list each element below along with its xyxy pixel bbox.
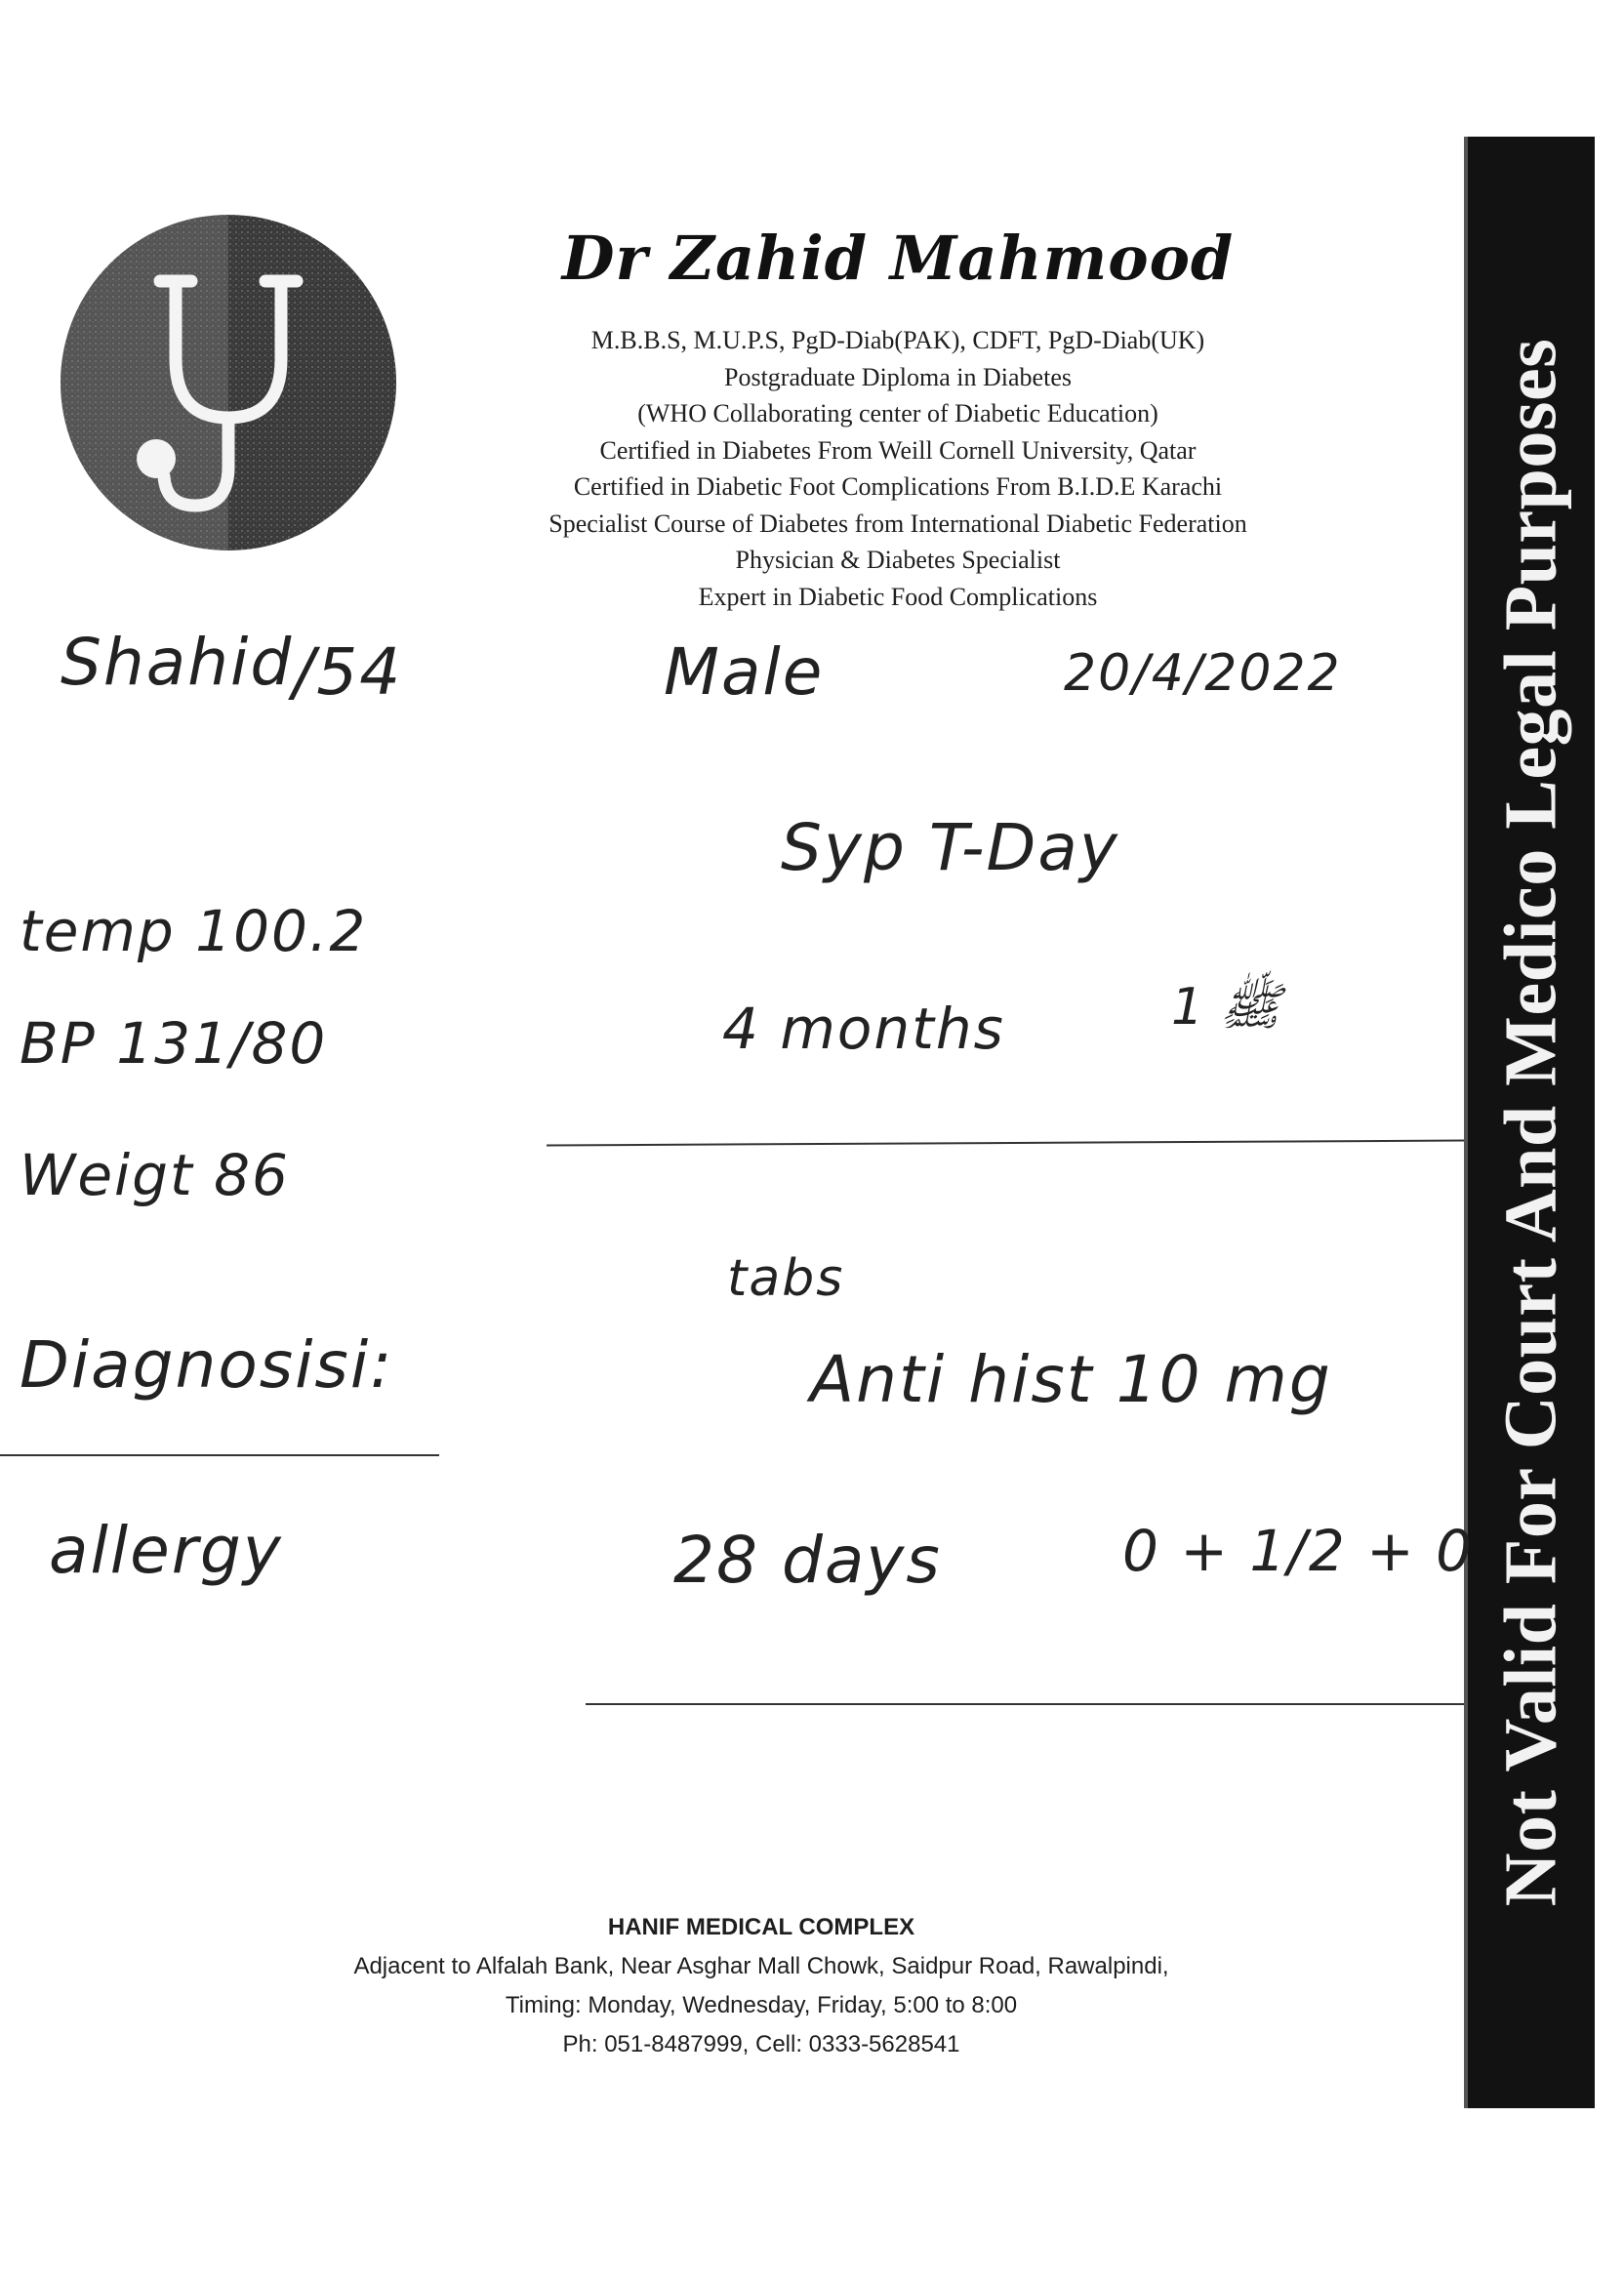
clinic-address: Adjacent to Alfalah Bank, Near Asghar Mall Chowk, Saidpur Road, Rawalpindi, [353,1953,1169,1979]
vital-weight: Weigt 86 [20,1142,290,1208]
prescription-end-divider [586,1703,1464,1705]
vital-temperature: temp 100.2 [20,898,368,964]
vital-blood-pressure: BP 131/80 [20,1010,328,1077]
legal-disclaimer-banner [1464,137,1595,2108]
rx-item1-name: Syp T-Day [781,810,1119,885]
rx-item2-dose: 0 + 1/2 + 0 [1122,1518,1475,1584]
patient-name: Shahid [61,625,294,700]
clinic-timing: Timing: Monday, Wednesday, Friday, 5:00 to 8:00 [505,1992,1018,2018]
rx-item2-duration: 28 days [673,1523,942,1598]
credential-line: Physician & Diabetes Specialist [735,546,1061,574]
clinic-name: HANIF MEDICAL COMPLEX [607,1914,915,1940]
prescription-divider [547,1140,1464,1147]
patient-gender: Male [664,634,825,710]
banner-text: Not Valid For Court And Medico Legal Purposes [1489,338,1572,1907]
diagnosis-value: allergy [49,1513,283,1588]
rx-item1-duration: 4 months [722,996,1005,1062]
visit-date: 20/4/2022 [1064,644,1342,703]
credential-line: Specialist Course of Diabetes from International Diabetic Federation [548,509,1247,538]
doctor-name: Dr Zahid Mahmood [561,223,1235,294]
credential-line: Certified in Diabetic Foot Complications From B.I.D.E Karachi [573,472,1223,501]
clinic-footer [224,1908,1298,2064]
credential-line: Postgraduate Diploma in Diabetes [724,362,1072,391]
credential-line: M.B.B.S, M.U.P.S, PgD-Diab(PAK), CDFT, PgD-Diab(UK) [590,326,1205,354]
clinic-phone: Ph: 051-8487999, Cell: 0333-5628541 [562,2031,960,2057]
credential-line: Expert in Diabetic Food Complications [698,582,1098,611]
rx-item1-note: ﷺ 1 [1171,978,1281,1037]
rx-item2-name: Anti hist 10 mg [810,1342,1332,1417]
diagnosis-label: Diagnosisi: [20,1327,394,1403]
diagnosis-divider [0,1454,439,1456]
doctor-credentials [429,322,1366,615]
credential-line: (WHO Collaborating center of Diabetic Education) [637,399,1158,428]
stethoscope-logo [59,213,398,552]
credential-line: Certified in Diabetes From Weill Cornell University, Qatar [599,435,1197,465]
rx-item2-form: tabs [727,1249,845,1308]
patient-age: /54 [293,634,403,710]
